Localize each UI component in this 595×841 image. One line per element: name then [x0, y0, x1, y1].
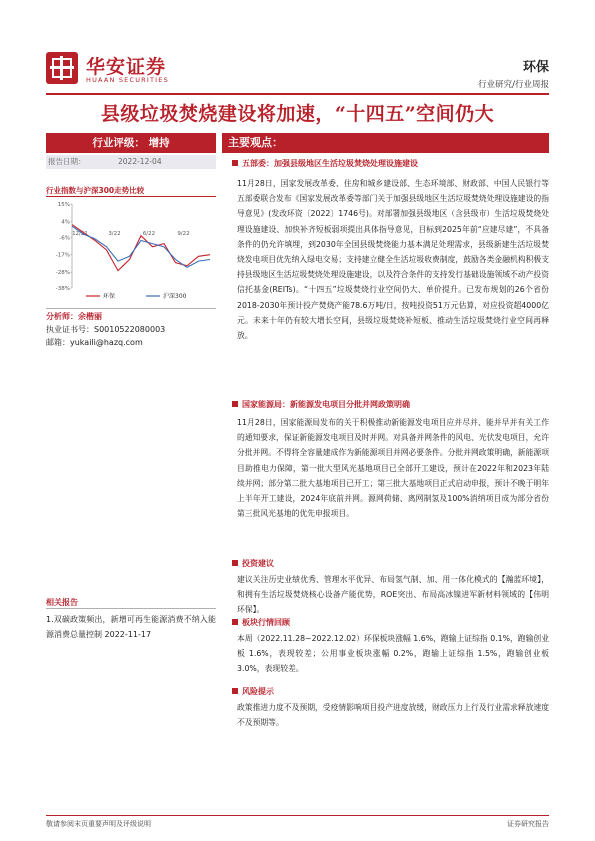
- report-type: 行业研究/行业周报: [478, 80, 549, 90]
- rating-box: [46, 133, 216, 153]
- logo-text-en: HUAAN SECURITIES: [86, 76, 169, 84]
- section-paragraph-investment: 建议关注历史业绩优秀、管理水平优异、布局氢气制、加、用一体化模式的【瀚蓝环境】，和拥有生活垃圾焚烧核心设备产能优势，ROE突出、布局高冰镍进军新材料领域的【伟明环保】。: [237, 575, 549, 615]
- section-paragraph-risk: 政策推进力度不及预期，受疫情影响项目投产进度放缓，财政压力上行及行业需求释放速度不及预期等。: [237, 703, 549, 728]
- section-title-risk: 风险提示: [232, 686, 274, 697]
- section-title-market: 板块行情回顾: [232, 617, 290, 628]
- x-tick-label: 3/22: [108, 231, 121, 238]
- footer-disclaimer: 敬请参阅末页重要声明及评级说明: [46, 820, 151, 828]
- chart-title-divider: [46, 196, 216, 197]
- bullet-square-icon: [232, 688, 238, 694]
- sector-label: 环保: [522, 60, 549, 75]
- analyst-name: 分析师：余楷丽: [46, 312, 102, 321]
- y-tick-label: -17%: [55, 252, 70, 259]
- index-comparison-chart: [46, 198, 216, 308]
- related-report-item[interactable]: 1.双碳政策频出，新增可再生能源消费不纳入能源消费总量控制 2022-11-17: [46, 615, 216, 639]
- y-tick-label: -38%: [55, 286, 70, 292]
- rating-label: 行业评级：: [92, 137, 145, 149]
- report-date-row: [46, 155, 216, 169]
- header-divider: [46, 93, 549, 95]
- main-points-heading: 主要观点：: [222, 133, 549, 153]
- bullet-square-icon: [232, 160, 238, 166]
- footer-label: 证券研究报告: [507, 820, 549, 828]
- legend-label: 环保: [103, 293, 116, 300]
- x-tick-label: 9/22: [177, 231, 190, 238]
- footer-divider: [46, 815, 549, 816]
- section-title-investment: 投资建议: [232, 558, 274, 569]
- report-title: 县级垃圾焚烧建设将加速，“十四五”空间仍大: [100, 103, 495, 125]
- rating-value: 增持: [148, 137, 170, 149]
- section-title-nea: 国家能源局：新能源发电项目分批并网政策明确: [232, 399, 410, 410]
- section-paragraph-nea: 11月28日，国家能源局发布的关于积极推动新能源发电项目应并尽并、能并早并有关工作的通知要求，保证新能源发电项目及时并网。对具备并网条件的风电、光伏发电项目，允许分批并网。不得将全容量建成作为新能源项目并网必要条件。分批并网政策明确，新能源项目助推电力保障，第一批大型风光基地项目已全部开工建设，预计在2022年和2023年陆续并网；部分第二批大基地项目已开工；第三批大基地项目正式启动申报，预计不晚于明年上半年开工建设，2024年底前并网。源网荷储、离网制氢及100%消纳项目成为部分省份第三批风光基地的优先申报项目。: [237, 418, 549, 519]
- bullet-square-icon: [232, 401, 238, 407]
- related-reports-label: 相关报告: [46, 598, 78, 607]
- logo-text-cn: 华安证券: [86, 56, 167, 78]
- related-divider: [46, 608, 216, 609]
- section-paragraph-ndrc: 11月28日，国家发展改革委、住房和城乡建设部、生态环境部、财政部、中国人民银行等五部委联合发布《国家发展改革委等部门关于加强县级地区生活垃圾焚烧处理设施建设的指导意见》(发改环资〔2022〕1746号)。对部署加强县级地区（含县级市）生活垃圾焚烧处理设施建设、加快补齐短板弱项提出具体指导意见，目标到2025年前“应建尽建”，不具备条件的仍允许填埋，到2030年全国县级焚烧能力基本满足处理需求，县级新建生活垃圾焚烧发电项目优先纳入绿电交易；支持建立健全生活垃圾收费制度，鼓励各类金融机构积极支持县级地区生活垃圾焚烧处理设施建设，以及符合条件的支持发行基础设施领域不动产投资信托基金(REITs)。“十四五”垃圾焚烧行业空间仍大、单价提升。已发布规划的26个省份2018-2030年预计投产焚烧产能78.6万吨/日，按吨投资51万元估算，对应投资超4000亿元。未来十年仍有较大增长空间，县级垃圾焚烧补短板、推动生活垃圾焚烧行业空间再释放。: [237, 179, 549, 341]
- chart-title: 行业指数与沪深300走势比较: [46, 186, 145, 195]
- analyst-divider: [46, 308, 216, 309]
- x-tick-label: 12/21: [72, 231, 88, 238]
- legend-label: 沪深300: [163, 293, 187, 300]
- date-label: 报告日期：: [48, 157, 86, 166]
- section-paragraph-market: 本周（2022.11.28~2022.12.02）环保板块涨幅 1.6%，跑输上证综指 0.1%，跑输创业板 1.6%，表现较差；公用事业板块涨幅 0.2%，跑输上证综指 1.5%，跑输创业板 3.0%，表现较差。: [237, 634, 549, 674]
- y-tick-label: 15%: [57, 202, 70, 208]
- date-value: 2022-12-04: [118, 157, 162, 166]
- bullet-square-icon: [232, 560, 238, 566]
- bullet-square-icon: [232, 619, 238, 625]
- section-title-ndrc: 五部委：加强县级地区生活垃圾焚烧处理设施建设: [232, 158, 418, 169]
- company-logo-icon: [46, 52, 78, 84]
- x-tick-label: 6/22: [142, 231, 156, 238]
- y-tick-label: 4%: [61, 219, 70, 226]
- y-tick-label: -28%: [55, 270, 70, 277]
- analyst-email: 邮箱：yukaili@hazq.com: [46, 338, 143, 347]
- cert-number: 执业证书号：S0010522080003: [46, 325, 166, 334]
- y-tick-label: -6%: [59, 235, 70, 242]
